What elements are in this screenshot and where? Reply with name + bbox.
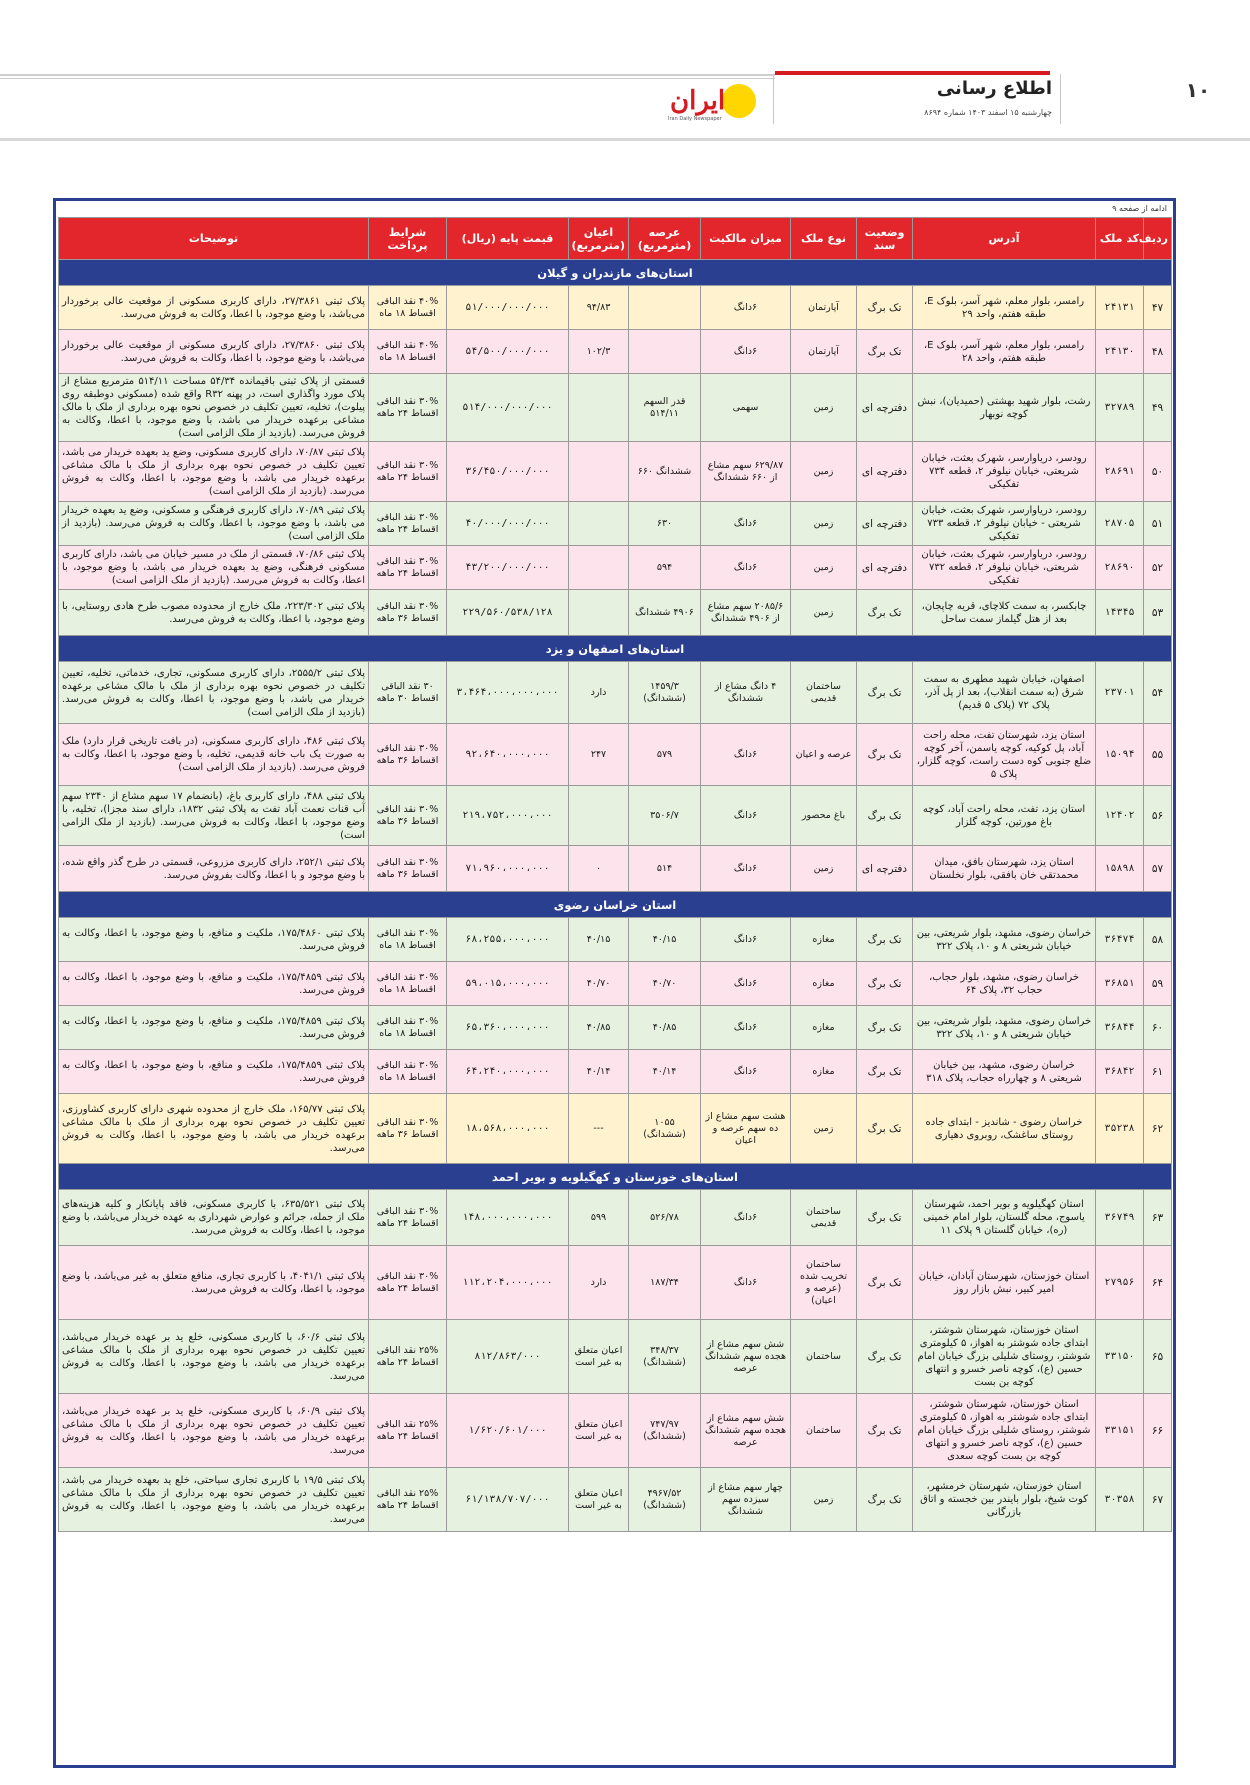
column-header: شرایط پرداخت (369, 218, 447, 260)
province-title: استان‌های خوزستان و کهگیلویه و بویر احمد (59, 1164, 1172, 1190)
property-code: ۳۶۸۴۲ (1096, 1050, 1144, 1094)
row-number: ۵۳ (1144, 590, 1172, 636)
property-address: اصفهان، خیابان شهید مطهری به سمت شرق (به سمت انقلاب)، بعد از پل آذر، پلاک ۷۲ (پلاک ۵ قدیم) (913, 662, 1096, 724)
row-number: ۵۷ (1144, 846, 1172, 892)
land-area: ۷۴۷/۹۷ (ششدانگ) (629, 1394, 701, 1468)
deed-status: دفترچه ای (857, 846, 913, 892)
base-price: ۴۳/۲۰۰/۰۰۰/۰۰۰ (447, 546, 569, 590)
land-area: ۴۰/۷۰ (629, 962, 701, 1006)
description: پلاک ثبتی ۷۰/۸۷، دارای کاربری مسکونی، وضع ید بعهده خریدار می باشد، تعیین تکلیف در خصوص نحوه بهره برداری از ملک با مالک مشاعی برعهده خریدار می باشد، با وضع موجود، با اعطا، وکالت به فروش می‌رسد. (بازدید از ملک الزامی است) (59, 442, 369, 502)
property-code: ۱۲۴۰۲ (1096, 786, 1144, 846)
table-row[interactable] (59, 546, 1172, 590)
land-area: ۴۰/۱۴ (629, 1050, 701, 1094)
property-code: ۲۸۷۰۵ (1096, 502, 1144, 546)
deed-status: دفترچه ای (857, 546, 913, 590)
property-code: ۲۴۱۳۰ (1096, 330, 1144, 374)
property-code: ۳۶۸۴۴ (1096, 1006, 1144, 1050)
property-address: استان خوزستان، شهرستان آبادان، خیابان امیر کبیر، نبش بازار روز (913, 1246, 1096, 1320)
building-area: دارد (569, 1246, 629, 1320)
base-price: ۳۶/۴۵۰/۰۰۰/۰۰۰ (447, 442, 569, 502)
property-address: رودسر، دریاوارسر، شهرک بعثت، خیابان شریعتی، خیابان نیلوفر ۲، قطعه ۷۳۲ تفکیکی (913, 546, 1096, 590)
property-address: استان کهگیلویه و بویر احمد، شهرستان یاسوج، محله گلستان، بلوار امام خمینی (ره)، خیابان گلستان ۹ پلاک ۱۱ (913, 1190, 1096, 1246)
payment-terms: ۳۰% نقد الباقی اقساط ۱۸ ماه (369, 1006, 447, 1050)
header-divider (1060, 74, 1061, 124)
building-area: ۲۴۷ (569, 724, 629, 786)
property-address: استان خوزستان، شهرستان شوشتر، ابتدای جاده شوشتر به اهواز، ۵ کیلومتری شوشتر، روستای شلیلی بزرگ خیابان امام حسین (ع)، کوچه ناصر خسرو و انتهای کوچه بن بست (913, 1320, 1096, 1394)
description: قسمتی از پلاک ثبتی باقیمانده ۵۴/۳۴ مساحت ۵۱۴/۱۱ مترمربع مشاع از پلاک مورد واگذاری است، در پهنه R۳۲ واقع شده (مسکونی دوطبقه روی پیلوت)، تخلیه، تعیین تکلیف در خصوص نحوه بهره برداری از ملک با مالک مشاعی برعهده خریدار می باشد، با وضع موجود، با اعطا، وکالت به فروش می‌رسد. (بازدید از ملک الزامی است) (59, 374, 369, 442)
property-type: مغازه (791, 962, 857, 1006)
building-area: ۴۰/۱۴ (569, 1050, 629, 1094)
deed-status: دفترچه ای (857, 374, 913, 442)
ownership-share: ۶دانگ (701, 1246, 791, 1320)
description: پلاک ثبتی ۶۰/۶، با کاربری مسکونی، خلع ید بر عهده خریدار می‌باشد، تعیین تکلیف در خصوص نحوه بهره برداری از ملک با مالک مشاعی برعهده خریدار می باشد، با وضع موجود، با اعطا، وکالت به فروش می‌رسد. (59, 1320, 369, 1394)
property-code: ۳۵۲۳۸ (1096, 1094, 1144, 1164)
land-area (629, 330, 701, 374)
province-title: استان‌های اصفهان و یزد (59, 636, 1172, 662)
row-number: ۵۸ (1144, 918, 1172, 962)
ownership-share: ۶دانگ (701, 846, 791, 892)
description: پلاک ثبتی ۲۲۳/۳۰۲، ملک خارج از محدوده مصوب طرح هادی روستایی، با وضع موجود، با اعطا، وکالت به فروش می‌رسد. (59, 590, 369, 636)
deed-status: تک برگ (857, 1468, 913, 1532)
row-number: ۶۷ (1144, 1468, 1172, 1532)
column-header: میزان مالکیت (701, 218, 791, 260)
column-header: وضعیت سند (857, 218, 913, 260)
property-address: استان یزد، شهرستان بافق، میدان محمدتقی خان بافقی، بلوار نخلستان (913, 846, 1096, 892)
building-area: اعیان متعلق به غیر است (569, 1394, 629, 1468)
ownership-share: ۶دانگ (701, 330, 791, 374)
ownership-share: ۴ دانگ مشاع از ششدانگ (701, 662, 791, 724)
property-type: زمین (791, 442, 857, 502)
province-section-row (59, 1164, 1172, 1190)
table-row[interactable] (59, 1394, 1172, 1468)
payment-terms: ۳۰% نقد الباقی اقساط ۲۴ ماهه (369, 442, 447, 502)
payment-terms: ۳۰% نقد الباقی اقساط ۲۴ ماهه (369, 374, 447, 442)
land-area: قدر السهم ۵۱۴/۱۱ (629, 374, 701, 442)
property-type: ساختمان تخریب شده (عرصه و اعیان) (791, 1246, 857, 1320)
description: پلاک ثبتی ۱۹/۵ با کاربری تجاری سیاحتی، خلع ید بعهده خریدار می باشد، تعیین تکلیف در خصوص نحوه بهره برداری از ملک با مالک مشاعی برعهده خریدار می باشد، با وضع موجود، با اعطا، وکالت به فروش می‌رسد. (59, 1468, 369, 1532)
description: پلاک ثبتی ۱۷۵/۴۸۵۹، ملکیت و منافع، با وضع موجود، با اعطا، وکالت به فروش می‌رسد. (59, 1006, 369, 1050)
base-price: ۶۴،۲۴۰،۰۰۰،۰۰۰ (447, 1050, 569, 1094)
base-price: ۱۱۲،۲۰۴،۰۰۰،۰۰۰ (447, 1246, 569, 1320)
property-type: مغازه (791, 918, 857, 962)
ownership-share: ۶دانگ (701, 786, 791, 846)
property-type: ساختمان (791, 1320, 857, 1394)
building-area: ۹۴/۸۳ (569, 286, 629, 330)
property-address: استان خوزستان، شهرستان شوشتر، ابتدای جاده شوشتر به اهواز، ۵ کیلومتری شوشتر، روستای شلیلی بزرگ خیابان امام حسین (ع)، کوچه ناصر خسرو و انتهای کوچه بن بست کوچه سعدی (913, 1394, 1096, 1468)
property-code: ۳۶۷۴۹ (1096, 1190, 1144, 1246)
land-area: ۴۰/۱۵ (629, 918, 701, 962)
property-code: ۳۳۱۵۰ (1096, 1320, 1144, 1394)
base-price: ۱۸،۵۶۸،۰۰۰،۰۰۰ (447, 1094, 569, 1164)
row-number: ۵۰ (1144, 442, 1172, 502)
logo-text: ایران (670, 86, 726, 116)
property-address: چابکسر، به سمت کلاچای، قریه چاپجان، بعد از هتل گیلماز سمت ساحل (913, 590, 1096, 636)
issue-info: چهارشنبه ۱۵ اسفند ۱۴۰۳ شماره ۸۶۹۴ (924, 108, 1052, 117)
column-header: اعیان (مترمربع) (569, 218, 629, 260)
property-address: استان یزد، تفت، محله راحت آباد، کوچه باغ مورتین، کوچه گلزار (913, 786, 1096, 846)
property-type: مغازه (791, 1050, 857, 1094)
ownership-share: سهمی (701, 374, 791, 442)
table-row[interactable] (59, 1190, 1172, 1246)
property-code: ۳۰۳۵۸ (1096, 1468, 1144, 1532)
sun-icon (722, 84, 756, 118)
deed-status: تک برگ (857, 1094, 913, 1164)
header-rule (0, 74, 775, 76)
property-type: زمین (791, 1468, 857, 1532)
deed-status: تک برگ (857, 286, 913, 330)
property-type: مغازه (791, 1006, 857, 1050)
building-area: ۴۰/۸۵ (569, 1006, 629, 1050)
column-header: کد ملک (1096, 218, 1144, 260)
table-row[interactable] (59, 1468, 1172, 1532)
description: پلاک ثبتی ۲۵۵۵/۲، دارای کاربری مسکونی، تجاری، خدماتی، تخلیه، تعیین تکلیف در خصوص نحوه بهره برداری از ملک با مالک مشاعی برعهده خریدار می باشد، با وضع موجود، با اعطا، وکالت به فروش می‌رسد. (بازدید از ملک الزامی است) (59, 662, 369, 724)
ownership-share: ۶۲۹/۸۷ سهم مشاع از ۶۶۰ ششدانگ (701, 442, 791, 502)
deed-status: تک برگ (857, 1394, 913, 1468)
land-area: ۵۹۴ (629, 546, 701, 590)
base-price: ۵۴/۵۰۰/۰۰۰/۰۰۰ (447, 330, 569, 374)
building-area: اعیان متعلق به غیر است (569, 1320, 629, 1394)
table-row[interactable] (59, 786, 1172, 846)
land-area: ۴۰/۸۵ (629, 1006, 701, 1050)
row-number: ۶۶ (1144, 1394, 1172, 1468)
land-area: ۱۴۵۹/۳ (ششدانگ) (629, 662, 701, 724)
ownership-share: هشت سهم مشاع از ده سهم عرصه و اعیان (701, 1094, 791, 1164)
newspaper-logo[interactable] (666, 84, 756, 124)
table-row[interactable] (59, 1050, 1172, 1094)
payment-terms: ۲۵% نقد الباقی اقساط ۲۴ ماهه (369, 1320, 447, 1394)
building-area (569, 442, 629, 502)
table-row[interactable] (59, 662, 1172, 724)
property-type: زمین (791, 546, 857, 590)
payment-terms: ۳۰% نقد الباقی اقساط ۳۶ ماهه (369, 786, 447, 846)
base-price: ۷۱،۹۶۰،۰۰۰،۰۰۰ (447, 846, 569, 892)
description: پلاک ثبتی ۱۶۵/۷۷، ملک خارج از محدوده شهری دارای کاربری کشاورزی، تعیین تکلیف در خصوص نحوه بهره برداری از ملک با مالک مشاعی برعهده خریدار می باشد، با وضع موجود، با اعطا، وکالت به فروش می‌رسد. (59, 1094, 369, 1164)
deed-status: تک برگ (857, 918, 913, 962)
ownership-share: شش سهم مشاع از هجده سهم ششدانگ عرصه (701, 1394, 791, 1468)
table-row[interactable] (59, 846, 1172, 892)
building-area: ۴۰/۷۰ (569, 962, 629, 1006)
payment-terms: ۳۰ نقد الباقی اقساط ۳۰ ماهه (369, 662, 447, 724)
land-area (629, 286, 701, 330)
ownership-share: ۶دانگ (701, 724, 791, 786)
table-row[interactable] (59, 502, 1172, 546)
deed-status: تک برگ (857, 1320, 913, 1394)
land-area: ۵۷۹ (629, 724, 701, 786)
payment-terms: ۳۰% نقد الباقی اقساط ۲۴ ماهه (369, 546, 447, 590)
payment-terms: ۳۰% نقد الباقی اقساط ۱۸ ماه (369, 918, 447, 962)
base-price: ۴۰/۰۰۰/۰۰۰/۰۰۰ (447, 502, 569, 546)
land-area: ۴۹۶۷/۵۲ (ششدانگ) (629, 1468, 701, 1532)
property-address: رودسر، دریاوارسر، شهرک بعثت، خیابان شریعتی - خیابان نیلوفر ۲، قطعه ۷۳۳ تفکیکی (913, 502, 1096, 546)
deed-status: تک برگ (857, 1006, 913, 1050)
province-section-row (59, 636, 1172, 662)
description: پلاک ثبتی ۱۷۵/۴۸۵۹، ملکیت و منافع، با وضع موجود، با اعطا، وکالت به فروش می‌رسد. (59, 962, 369, 1006)
ownership-share: ۶دانگ (701, 546, 791, 590)
table-row[interactable] (59, 1094, 1172, 1164)
header-red-bar (775, 71, 1050, 75)
building-area: --- (569, 1094, 629, 1164)
land-area: ۶۳۰ (629, 502, 701, 546)
header-divider (773, 74, 774, 124)
property-code: ۳۳۱۵۱ (1096, 1394, 1144, 1468)
table-row[interactable] (59, 590, 1172, 636)
building-area (569, 590, 629, 636)
deed-status: تک برگ (857, 724, 913, 786)
base-price: ۶۱/۱۳۸/۷۰۷/۰۰۰ (447, 1468, 569, 1532)
payment-terms: ۳۰% نقد الباقی اقساط ۳۶ ماهه (369, 846, 447, 892)
description: پلاک ثبتی ۴۸۶، دارای کاربری مسکونی، (در بافت تاریخی قرار دارد) ملک به صورت یک باب خانه قدیمی، تخلیه، با وضع موجود، با اعطا، وکالت به فروش می‌رسد. (بازدید از ملک الزامی است) (59, 724, 369, 786)
row-number: ۶۴ (1144, 1246, 1172, 1320)
property-address: استان یزد، شهرستان تفت، محله راحت آباد، پل کوکیه، کوچه یاسمن، آخر کوچه ضلع جنوبی کوه دست راست، کوچه گلزار، پلاک ۵ (913, 724, 1096, 786)
building-area (569, 374, 629, 442)
payment-terms: ۳۰% نقد الباقی اقساط ۳۶ ماهه (369, 724, 447, 786)
description: پلاک ثبتی ۶۳۵/۵۲۱، با کاربری مسکونی، فاقد پایانکار و کلیه هزینه‌های ملک از جمله، جرائم و عوارض شهرداری به عهده خریدار می‌باشد، با وضع موجود، با اعطا، وکالت به فروش می‌رسد. (59, 1190, 369, 1246)
row-number: ۵۲ (1144, 546, 1172, 590)
ownership-share: ۶دانگ (701, 962, 791, 1006)
column-header: عرصه (مترمربع) (629, 218, 701, 260)
base-price: ۱/۶۲۰/۶۰۱/۰۰۰ (447, 1394, 569, 1468)
building-area: ۱۰۲/۳ (569, 330, 629, 374)
section-title: اطلاع رسانی (936, 78, 1052, 99)
ownership-share: ۲۰۸۵/۶ سهم مشاع از ۴۹۰۶ ششدانگ (701, 590, 791, 636)
deed-status: تک برگ (857, 786, 913, 846)
row-number: ۶۵ (1144, 1320, 1172, 1394)
column-header: ردیف (1144, 218, 1172, 260)
property-address: استان خوزستان، شهرستان خرمشهر، کوت شیخ، بلوار بایندر بین خجسته و اتاق بازرگانی (913, 1468, 1096, 1532)
property-code: ۳۲۷۸۹ (1096, 374, 1144, 442)
property-type: آپارتمان (791, 330, 857, 374)
payment-terms: ۳۰% نقد الباقی اقساط ۲۴ ماهه (369, 1190, 447, 1246)
description: پلاک ثبتی ۷۰/۸۶، قسمتی از ملک در مسیر خیابان می باشد، دارای کاربری مسکونی فرهنگی، وضع ید بعهده خریدار می باشد، با وضع موجود، با اعطا، وکالت به فروش می‌رسد. (بازدید از ملک الزامی است) (59, 546, 369, 590)
base-price: ۵۹،۰۱۵،۰۰۰،۰۰۰ (447, 962, 569, 1006)
province-title: استان خراسان رضوی (59, 892, 1172, 918)
deed-status: تک برگ (857, 962, 913, 1006)
land-area: ۵۲۶/۷۸ (629, 1190, 701, 1246)
table-row[interactable] (59, 1320, 1172, 1394)
table-row[interactable] (59, 374, 1172, 442)
ownership-share: ۶دانگ (701, 1006, 791, 1050)
payment-terms: ۲۵% نقد الباقی اقساط ۲۴ ماهه (369, 1394, 447, 1468)
row-number: ۵۶ (1144, 786, 1172, 846)
ownership-share: ۶دانگ (701, 1190, 791, 1246)
building-area (569, 546, 629, 590)
payment-terms: ۴۰% نقد الباقی اقساط ۱۸ ماه (369, 286, 447, 330)
property-address: خراسان رضوی، مشهد، بلوار شریعتی، بین خیابان شریعتی ۸ و ۱۰، پلاک ۳۲۲ (913, 918, 1096, 962)
auction-notice-frame (53, 198, 1176, 1768)
description: پلاک ثبتی ۱۷۵/۴۸۵۹، ملکیت و منافع، با وضع موجود، با اعطا، وکالت به فروش می‌رسد. (59, 1050, 369, 1094)
table-row[interactable] (59, 442, 1172, 502)
base-price: ۲۱۹،۷۵۲،۰۰۰،۰۰۰ (447, 786, 569, 846)
property-type: زمین (791, 374, 857, 442)
row-number: ۶۲ (1144, 1094, 1172, 1164)
base-price: ۵۱۴/۰۰۰/۰۰۰/۰۰۰ (447, 374, 569, 442)
property-address: رودسر، دریاوارسر، شهرک بعثت، خیابان شریعتی، خیابان نیلوفر ۲، قطعه ۷۳۴ تفکیکی (913, 442, 1096, 502)
base-price: ۲۲۹/۵۶۰/۵۳۸/۱۲۸ (447, 590, 569, 636)
table-row[interactable] (59, 286, 1172, 330)
row-number: ۴۸ (1144, 330, 1172, 374)
ownership-share: ۶دانگ (701, 286, 791, 330)
base-price: ۶۸،۲۵۵،۰۰۰،۰۰۰ (447, 918, 569, 962)
property-address: خراسان رضوی - شاندیز - ابتدای جاده روستای ساغشک، روبروی دهیاری (913, 1094, 1096, 1164)
row-number: ۵۴ (1144, 662, 1172, 724)
ownership-share: چهار سهم مشاع از سیزده سهم ششدانگ (701, 1468, 791, 1532)
ownership-share: ۶دانگ (701, 918, 791, 962)
payment-terms: ۳۰% نقد الباقی اقساط ۱۸ ماه (369, 1050, 447, 1094)
table-row[interactable] (59, 918, 1172, 962)
property-address: خراسان رضوی، مشهد، بلوار شریعتی، بین خیابان شریعتی ۸ و ۱۰، پلاک ۳۲۲ (913, 1006, 1096, 1050)
property-type: باغ محصور (791, 786, 857, 846)
property-address: خراسان رضوی، مشهد، بلوار حجاب، حجاب ۳۲، پلاک ۶۴ (913, 962, 1096, 1006)
building-area: اعیان متعلق به غیر است (569, 1468, 629, 1532)
deed-status: تک برگ (857, 662, 913, 724)
property-type: ساختمان قدیمی (791, 1190, 857, 1246)
table-row[interactable] (59, 724, 1172, 786)
row-number: ۵۹ (1144, 962, 1172, 1006)
property-type: زمین (791, 590, 857, 636)
payment-terms: ۳۰% نقد الباقی اقساط ۲۴ ماهه (369, 502, 447, 546)
property-code: ۳۶۴۷۴ (1096, 918, 1144, 962)
building-area: ۰ (569, 846, 629, 892)
table-row[interactable] (59, 1246, 1172, 1320)
property-code: ۳۶۸۵۱ (1096, 962, 1144, 1006)
land-area: ۱۰۵۵ (ششدانگ) (629, 1094, 701, 1164)
deed-status: تک برگ (857, 1190, 913, 1246)
base-price: ۵۱/۰۰۰/۰۰۰/۰۰۰ (447, 286, 569, 330)
column-header: نوع ملک (791, 218, 857, 260)
description: پلاک ثبتی ۶۰/۹، با کاربری مسکونی، خلع ید بر عهده خریدار می‌باشد، تعیین تکلیف در خصوص نحوه بهره برداری از ملک با مالک مشاعی برعهده خریدار می باشد، با وضع موجود، با اعطا، وکالت به فروش می‌رسد. (59, 1394, 369, 1468)
description: پلاک ثبتی ۲۷/۳۸۶۰، دارای کاربری مسکونی از موقعیت عالی برخوردار می‌باشد، با وضع موجود، با اعطا، وکالت به فروش می‌رسد. (59, 330, 369, 374)
property-type: ساختمان قدیمی (791, 662, 857, 724)
property-address: رامسر، بلوار معلم، شهر آسر، بلوک E، طبقه هفتم، واحد ۲۸ (913, 330, 1096, 374)
land-area: ۱۸۷/۳۴ (629, 1246, 701, 1320)
column-header: قیمت پایه (ریال) (447, 218, 569, 260)
row-number: ۶۰ (1144, 1006, 1172, 1050)
row-number: ۵۵ (1144, 724, 1172, 786)
column-header: توضیحات (59, 218, 369, 260)
property-code: ۲۸۶۹۱ (1096, 442, 1144, 502)
base-price: ۱۴۸،۰۰۰،۰۰۰،۰۰۰ (447, 1190, 569, 1246)
row-number: ۶۱ (1144, 1050, 1172, 1094)
building-area (569, 502, 629, 546)
base-price: ۳،۴۶۴،۰۰۰،۰۰۰،۰۰۰ (447, 662, 569, 724)
row-number: ۴۷ (1144, 286, 1172, 330)
payment-terms: ۳۰% نقد الباقی اقساط ۲۴ ماهه (369, 1246, 447, 1320)
property-type: زمین (791, 502, 857, 546)
table-row[interactable] (59, 1006, 1172, 1050)
header-rule-thin (0, 78, 775, 79)
property-table (58, 217, 1172, 1532)
building-area: دارد (569, 662, 629, 724)
page-number: ۱۰ (1185, 78, 1211, 102)
table-header-row (59, 218, 1172, 260)
property-code: ۱۴۳۴۵ (1096, 590, 1144, 636)
deed-status: تک برگ (857, 1246, 913, 1320)
description: پلاک ثبتی ۴۰۴۱/۱، با کاربری تجاری، منافع متعلق به غیر می‌باشد، با وضع موجود، با اعطا، وکالت به فروش می‌رسد. (59, 1246, 369, 1320)
payment-terms: ۳۰% نقد الباقی اقساط ۳۶ ماهه (369, 590, 447, 636)
property-address: رشت، بلوار شهید بهشتی (حمیدیان)، نبش کوچه نوبهار (913, 374, 1096, 442)
building-area: ۴۰/۱۵ (569, 918, 629, 962)
row-number: ۵۱ (1144, 502, 1172, 546)
payment-terms: ۲۵% نقد الباقی اقساط ۲۴ ماهه (369, 1468, 447, 1532)
property-type: زمین (791, 1094, 857, 1164)
ownership-share: ۶دانگ (701, 502, 791, 546)
deed-status: دفترچه ای (857, 442, 913, 502)
building-area: ۵۹۹ (569, 1190, 629, 1246)
province-section-row (59, 892, 1172, 918)
deed-status: تک برگ (857, 590, 913, 636)
property-address: رامسر، بلوار معلم، شهر آسر، بلوک E، طبقه هفتم، واحد ۲۹ (913, 286, 1096, 330)
description: پلاک ثبتی ۲۷/۳۸۶۱، دارای کاربری مسکونی از موقعیت عالی برخوردار می‌باشد، با وضع موجود، با اعطا، وکالت به فروش می‌رسد. (59, 286, 369, 330)
payment-terms: ۳۰% نقد الباقی اقساط ۳۶ ماهه (369, 1094, 447, 1164)
base-price: ۹۲،۶۴۰،۰۰۰،۰۰۰ (447, 724, 569, 786)
base-price: ۸۱۲/۸۶۳/۰۰۰ (447, 1320, 569, 1394)
logo-subtitle: Iran Daily Newspaper (668, 116, 722, 122)
row-number: ۴۹ (1144, 374, 1172, 442)
table-row[interactable] (59, 962, 1172, 1006)
description: پلاک ثبتی ۷۰/۸۹، دارای کاربری فرهنگی و مسکونی، وضع ید بعهده خریدار می باشد، با وضع موجود، با اعطا، وکالت به فروش می‌رسد. (بازدید از ملک الزامی است) (59, 502, 369, 546)
property-code: ۱۵۰۹۴ (1096, 724, 1144, 786)
deed-status: تک برگ (857, 1050, 913, 1094)
province-title: استان‌های مازندران و گیلان (59, 260, 1172, 286)
deed-status: دفترچه ای (857, 502, 913, 546)
property-type: آپارتمان (791, 286, 857, 330)
property-type: زمین (791, 846, 857, 892)
continued-note: ادامه از صفحه ۹ (1112, 204, 1167, 213)
description: پلاک ثبتی ۱۷۵/۴۸۶۰، ملکیت و منافع، با وضع موجود، با اعطا، وکالت به فروش می‌رسد. (59, 918, 369, 962)
row-number: ۶۳ (1144, 1190, 1172, 1246)
base-price: ۶۵،۳۶۰،۰۰۰،۰۰۰ (447, 1006, 569, 1050)
property-code: ۲۸۶۹۰ (1096, 546, 1144, 590)
province-section-row (59, 260, 1172, 286)
description: پلاک ثبتی ۴۸۸، دارای کاربری باغ، (بانضمام ۱۷ سهم مشاع از ۲۳۴۰ سهم آب قنات نعمت آباد تفت به پلاک ثبتی ۱۸۳۲، دارای سند مجزا)، تخلیه، با وضع موجود، با اعطا، وکالت به فروش می‌رسد. (بازدید از ملک الزامی است) (59, 786, 369, 846)
ownership-share: ۶دانگ (701, 1050, 791, 1094)
land-area: ششدانگ ۶۶۰ (629, 442, 701, 502)
building-area (569, 786, 629, 846)
land-area: ۵۱۴ (629, 846, 701, 892)
land-area: ۴۹۰۶ ششدانگ (629, 590, 701, 636)
ownership-share: شش سهم مشاع از هجده سهم ششدانگ عرصه (701, 1320, 791, 1394)
description: پلاک ثبتی ۲۵۲/۱، دارای کاربری مزروعی، قسمتی در طرح گذر واقع شده، با وضع موجود و با اعطا، وکالت بفروش می‌رسد. (59, 846, 369, 892)
property-code: ۲۷۹۵۶ (1096, 1246, 1144, 1320)
property-code: ۲۳۷۰۱ (1096, 662, 1144, 724)
property-address: خراسان رضوی، مشهد، بین خیابان شریعتی ۸ و چهارراه حجاب، پلاک ۳۱۸ (913, 1050, 1096, 1094)
deed-status: تک برگ (857, 330, 913, 374)
table-row[interactable] (59, 330, 1172, 374)
property-type: ساختمان (791, 1394, 857, 1468)
payment-terms: ۴۰% نقد الباقی اقساط ۱۸ ماه (369, 330, 447, 374)
property-type: عرصه و اعیان (791, 724, 857, 786)
land-area: ۳۵۰۶/۷ (629, 786, 701, 846)
property-code: ۲۴۱۳۱ (1096, 286, 1144, 330)
column-header: آدرس (913, 218, 1096, 260)
land-area: ۳۴۸/۳۷ (ششدانگ) (629, 1320, 701, 1394)
header-bottom-rule (0, 138, 1250, 141)
payment-terms: ۳۰% نقد الباقی اقساط ۱۸ ماه (369, 962, 447, 1006)
property-code: ۱۵۸۹۸ (1096, 846, 1144, 892)
